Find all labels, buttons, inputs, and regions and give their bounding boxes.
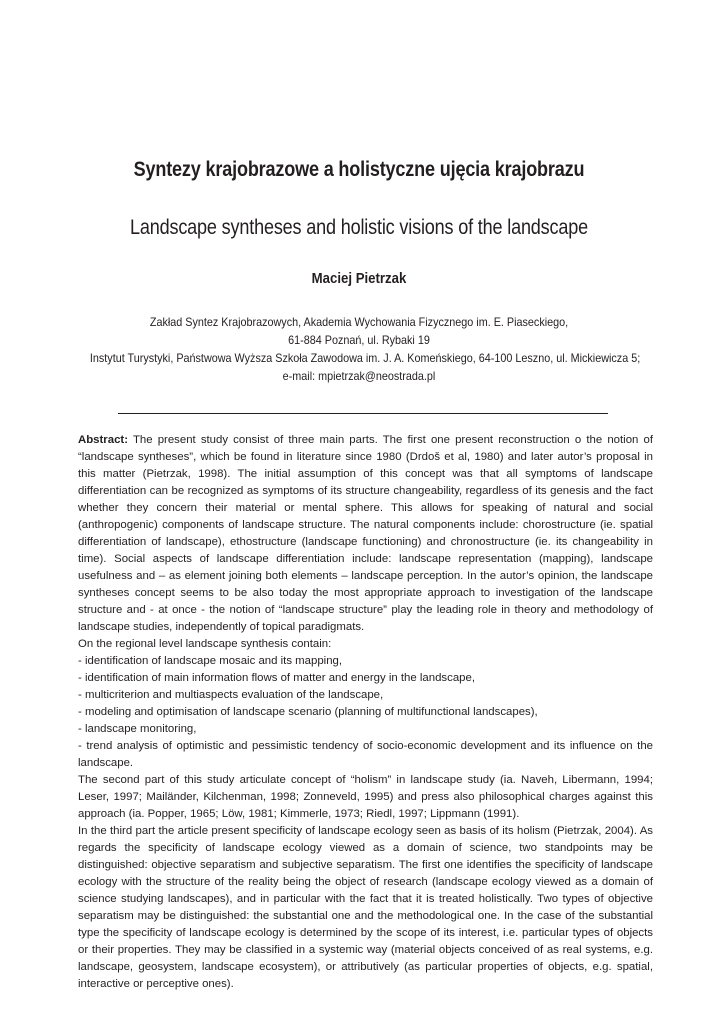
list-item: - trend analysis of optimistic and pessimistic tendency of socio-economic development and its influence on the landscape. — [78, 740, 653, 769]
affiliation-line-1: Zakład Syntez Krajobrazowych, Akademia Wychowania Fizycznego im. E. Piaseckiego, — [149, 315, 569, 329]
affiliation-block — [89, 313, 641, 385]
abstract-intro-text: The present study consist of three main parts. The first one present reconstruction o the notion of “landscape syntheses”, which be found in literature since 1980 (Drdoš et al, 1980) and later autor’s proposal in this matter (Pietrzak, 1998). The initial assumption of this concept was that all symptoms of landscape differentiation can be recognized as symptoms of its structure changeability, regardless of its genesis and the fact whether they concern their material or mental sphere. This allows for speaking of natural and social (anthropogenic) components of landscape structure. The natural components include: chorostructure (ie. spatial differentiation of landscape), ethostructure (landscape functioning) and chronostructure (ie. its changeability in time). Social aspects of landscape differentiation include: landscape representation (mapping), landscape usefulness and – as element joining both elements – landscape perception. In the autor’s opinion, the landscape syntheses concept seems to be also today the most appropriate approach to investigation of the landscape structure and - at once - the notion of “landscape structure” play the leading role in theory and methodology of landscape studies, independently of topical paradigmats. — [78, 434, 653, 633]
author-name: Maciej Pietrzak — [311, 270, 407, 287]
paper-subtitle: Landscape syntheses and holistic visions of the landscape — [129, 216, 589, 239]
list-item: - modeling and optimisation of landscape scenario (planning of multifunctional landscapes), — [78, 706, 538, 718]
list-item: - identification of landscape mosaic and its mapping, — [78, 655, 343, 667]
abstract-body — [78, 432, 653, 993]
list-item: - multicriterion and multiaspects evaluation of the landscape, — [78, 689, 384, 701]
abstract-intro-paragraph — [78, 432, 653, 636]
affiliation-line-2: 61-884 Poznań, ul. Rybaki 19 — [288, 333, 430, 347]
part-three-paragraph: In the third part the article present specificity of landscape ecology seen as basis of its holism (Pietrzak, 2004). As regards the specificity of landscape ecology viewed as a domain of science, two standpoints may be distinguished: objective separatism and subjective separatism. The first one identifies the specificity of landscape ecology with the structure of the reality being the object of research (landscape ecology viewed as a domain of science studying landscapes), and in particular with the fact that it is treated holistically. Two types of objective separatism may be distinguished: the substantial one and the methodological one. In the case of the substantial type the specificity of landscape ecology is determined by the scope of its interest, i.e. particular types of objects or their properties. They may be classified in a systemic way (material objects conceived of as real systems, e.g. landscape, geosystem, landscape ecosystem), or attributively (as particular properties of objects, e.g. spatial, interactive or perceptive ones). — [78, 825, 653, 990]
part-two-paragraph: The second part of this study articulate concept of “holism” in landscape study (ia. Naveh, Libermann, 1994; Leser, 1997; Mailänder, Kilchenman, 1998; Zonneveld, 1995) and press also philosophical charges against this approach (ia. Popper, 1965; Löw, 1981; Kimmerle, 1973; Riedl, 1997; Lippmann (1991). — [78, 774, 653, 820]
separator-rule — [118, 413, 608, 414]
list-item: - identification of main information flows of matter and energy in the landscape, — [78, 672, 475, 684]
affiliation-email: e-mail: mpietrzak@neostrada.pl — [282, 369, 436, 383]
abstract-heading: Abstract: — [78, 434, 129, 446]
paper-title: Syntezy krajobrazowe a holistyczne ujęcia krajobrazu — [133, 158, 585, 181]
affiliation-line-3: Instytut Turystyki, Państwowa Wyższa Szkoła Zawodowa im. J. A. Komeńskiego, 64-100 Leszno, ul. Mickiewicza 5; — [89, 351, 641, 365]
list-intro: On the regional level landscape synthesis contain: — [78, 638, 332, 650]
list-item: - landscape monitoring, — [78, 723, 197, 735]
